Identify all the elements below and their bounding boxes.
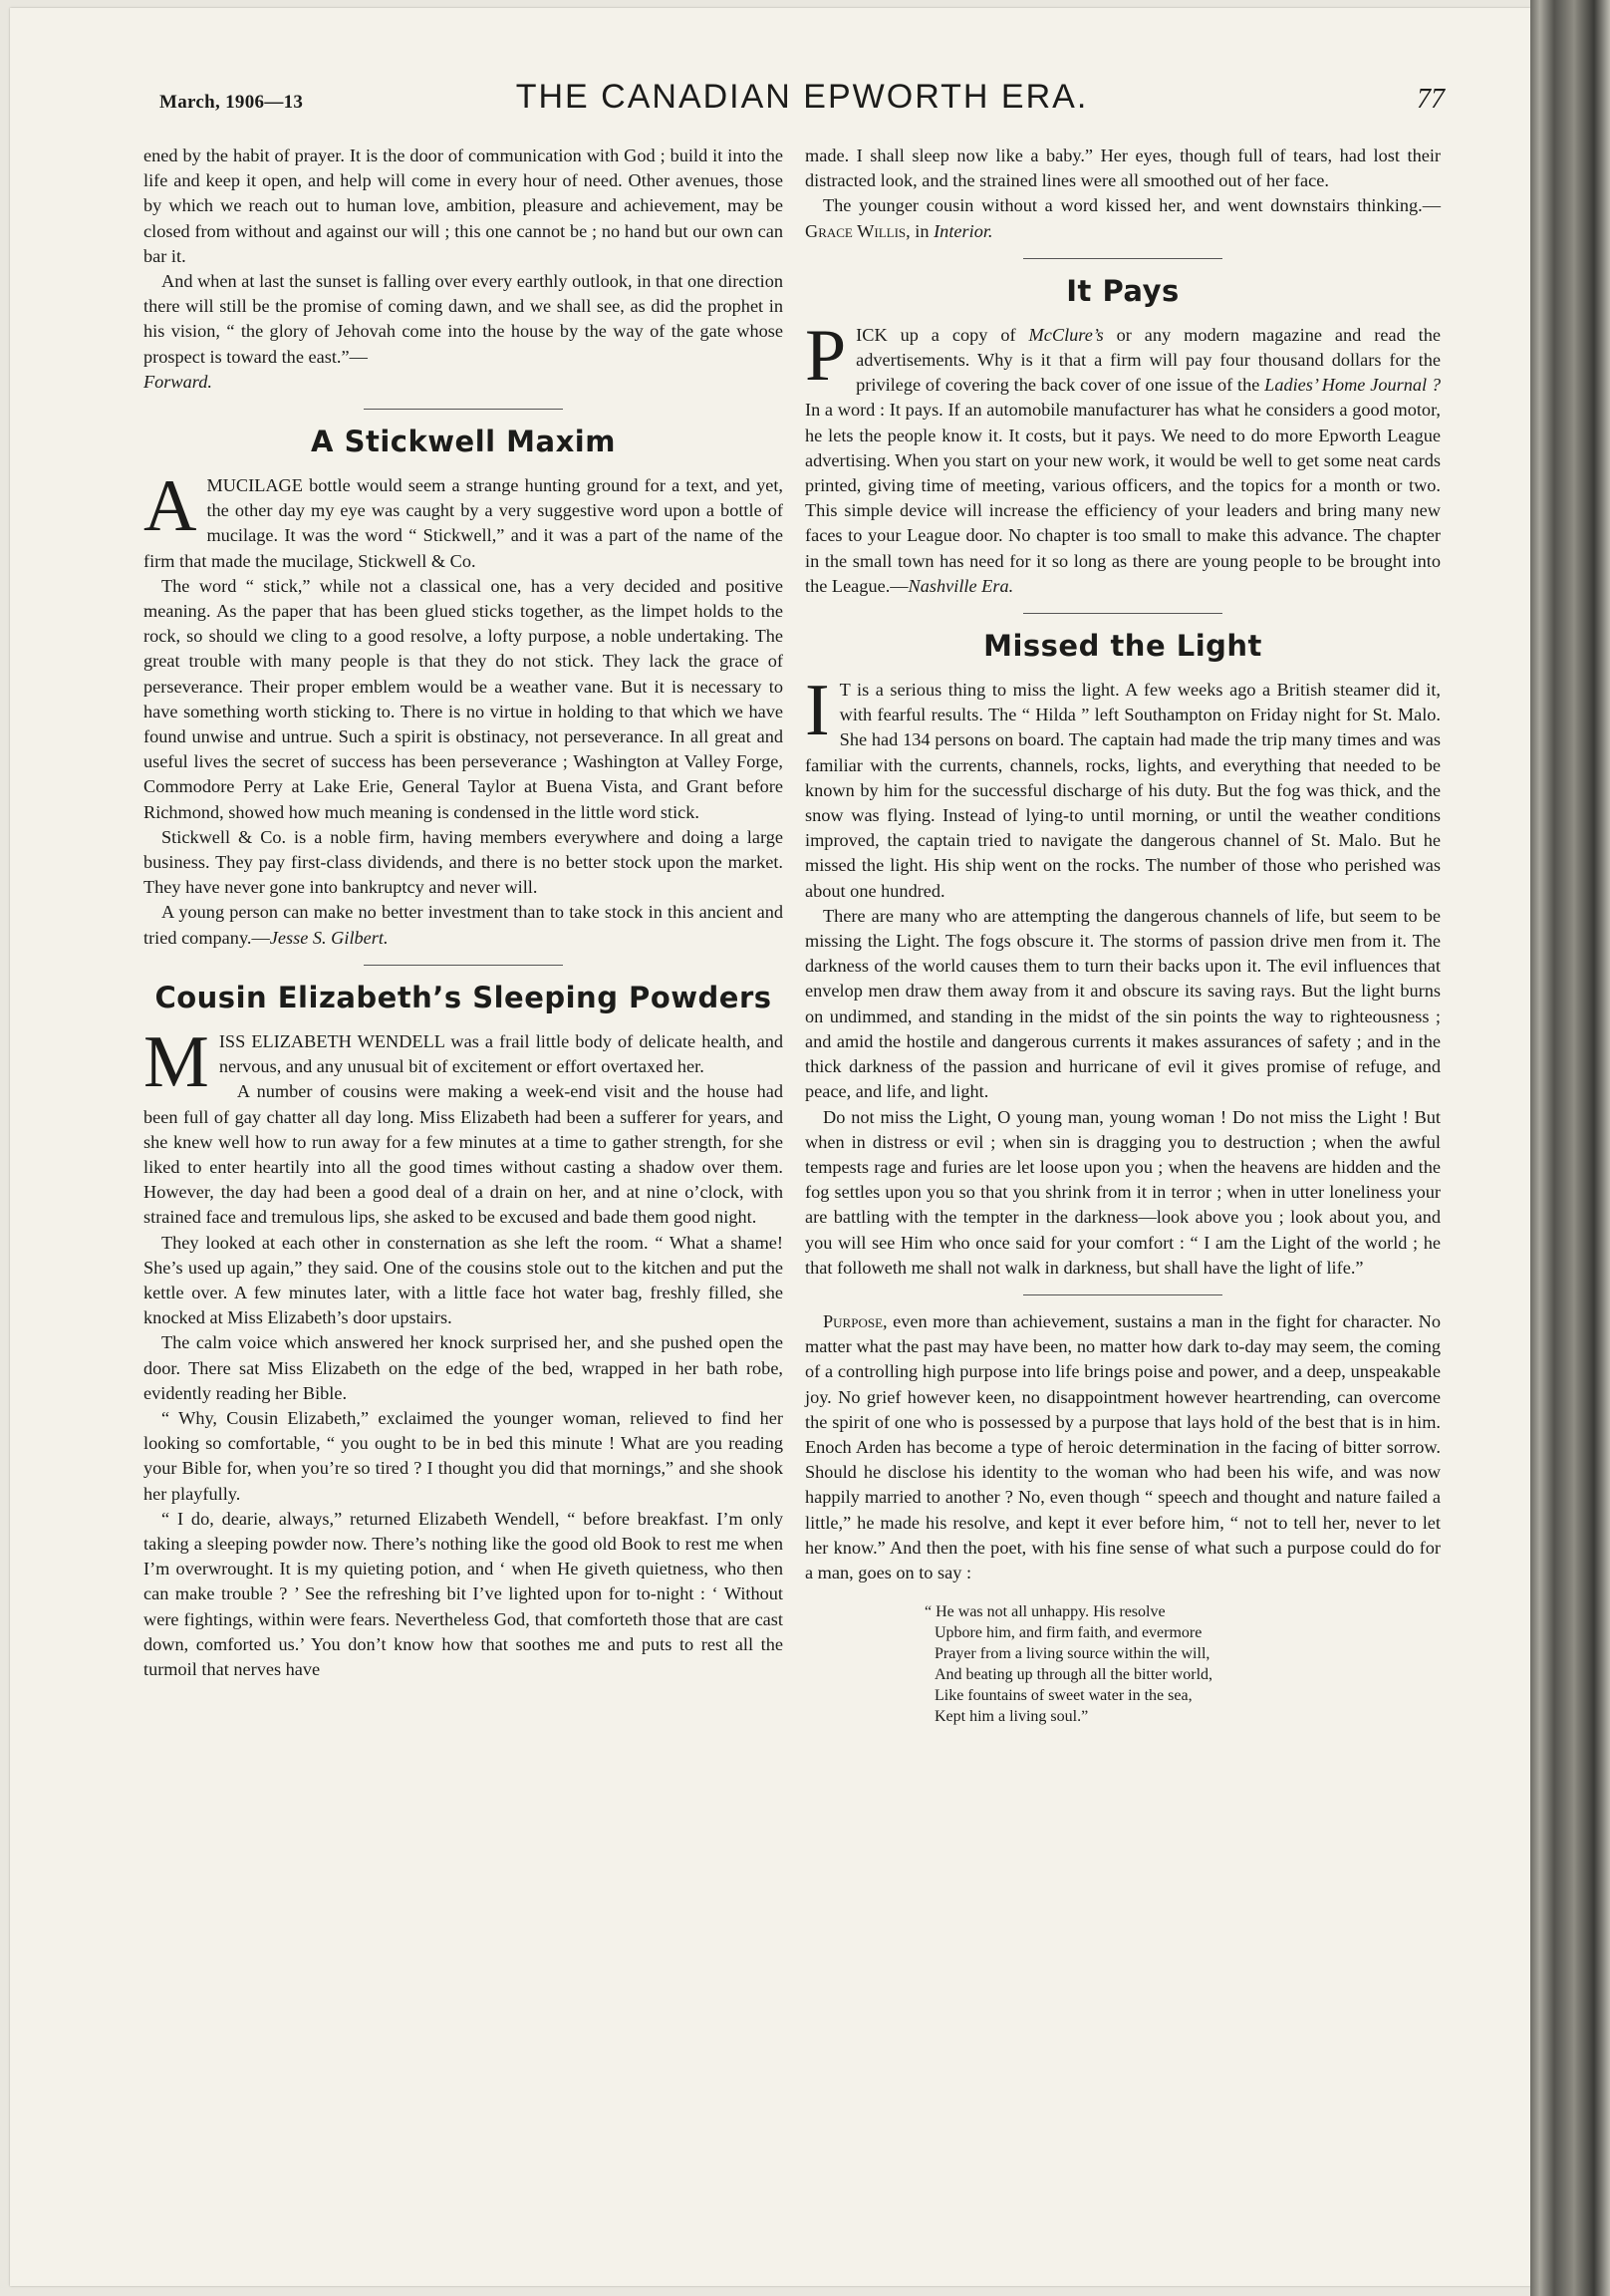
- article-title-cousin: Cousin Elizabeth’s Sleeping Powders: [154, 980, 772, 1014]
- article-title-light: Missed the Light: [983, 629, 1262, 664]
- magazine-name: Ladies’ Home Journal ?: [1264, 375, 1441, 396]
- article-paragraph: There are many who are attempting the dangerous channels of life, but seem to be missing the Light. The fogs obscure it. The storms of passion drive men from it. The darkness of the world causes them to turn their backs upon it. The evil influences that envelop men draw them away from it and obscure its saving rays. But the light burns on undimmed, and standing in the midst of the sin points the way to righteousness ; and amid the hostile and dangerous currents it makes assurances of safety ; and in the thick darkness of the passion and hurricane of evil it gives promise of refuge, and peace, and life, and light.: [805, 905, 1441, 1102]
- article-paragraph: [805, 670, 1441, 904]
- section-divider: [1023, 1294, 1222, 1295]
- drop-cap: I: [805, 670, 830, 752]
- article-source: Nashville Era.: [908, 575, 1014, 596]
- article-paragraph: made. I shall sleep now like a baby.” Her eyes, though full of tears, had lost their distracted look, and the strained lines were all smoothed out of her face.: [805, 145, 1441, 191]
- page-number: 77: [1417, 84, 1445, 115]
- paragraph-text: T is a serious thing to miss the light. A few weeks ago a British steamer did it, with fearful results. The “ Hilda ” left Southampton on Friday night for St. Malo. She had 134 persons on board. The captain had made the trip many times and was familiar with the currents, channels, rocks, lights, and everything that needed to be known by him for the successful discharge of his duty. But the fog was thick, and the snow was flying. Instead of lying-to until morning, or until the weather conditions improved, the captain tried to navigate the dangerous channel of St. Malo. But he missed the light. His ship went on the rocks. The number of those who perished was about one hundred.: [805, 680, 1441, 901]
- magazine-page: [10, 8, 1530, 2286]
- poem-line: Kept him a living soul.”: [935, 1708, 1089, 1726]
- section-divider: [1023, 613, 1222, 614]
- intro-text: And when at last the sunset is falling over every earthly outlook, in that one direction there will still be the promise of coming dawn, and we shall see, as did the prophet in his vision, “ the glory of Jehovah come into the house by the way of the gate whose prospect is toward the east.”—: [143, 271, 783, 367]
- paragraph-text: A young person can make no better investment than to take stock in this ancient and tried company.—: [143, 902, 783, 948]
- right-column: [805, 144, 1441, 1727]
- section-divider: [364, 409, 563, 410]
- paragraph-text: or any modern magazine and read the advertisements. Why is it that a firm will pay four thousand dollars for the privilege of covering the back cover of one issue of the: [856, 324, 1441, 396]
- paragraph-text: ISS ELIZABETH WENDELL was a frail little body of delicate health, and nervous, and any unusual bit of excitement or effort overtaxed her.: [218, 1030, 783, 1077]
- page-header: [159, 78, 1445, 128]
- article-paragraph: A number of cousins were making a week-end visit and the house had been full of gay chatter all day long. Miss Elizabeth had been a sufferer for years, and she knew well how to run away for a few minutes at a time to gather strength, for she liked to enter heartily into all the good times without casting a shadow over them. However, the day had been a good deal of a drain on her, and at nine o’clock, with strained face and tremulous lips, she asked to be excused and bade them good night.: [143, 1081, 783, 1228]
- article-author: Grace Willis,: [805, 220, 911, 241]
- intro-paragraph: ened by the habit of prayer. It is the door of communication with God ; build it into the life and keep it open, and help will come in every hour of need. Other avenues, those by which we reach out to human love, ambition, pleasure and achievement, may be closed from without and against our will ; this one cannot be ; no hand but our own can bar it.: [143, 145, 783, 266]
- paragraph-text: MUCILAGE bottle would seem a strange hunting ground for a text, and yet, the other day my eye was caught by a very suggestive word upon a bottle of mucilage. It was the word “ Stickwell,” and it was a part of the name of the firm that made the mucilage, Stickwell & Co.: [143, 475, 783, 571]
- poem-line: “ He was not all unhappy. His resolve: [925, 1603, 1166, 1621]
- intro-paragraph: [143, 269, 783, 395]
- article-paragraph: [143, 900, 783, 950]
- article-paragraph: [143, 1020, 783, 1103]
- book-spine: [1530, 0, 1610, 2296]
- poem-line: And beating up through all the bitter world,: [935, 1666, 1213, 1684]
- article-paragraph: The word “ stick,” while not a classical one, has a very decided and positive meaning. As the paper that has been glued sticks together, as the limpet holds to the rock, so should we cling to a good resolve, a lofty purpose, a noble undertaking. The great trouble with many people is that they do not stick. They lack the grace of perseverance. Their proper emblem would be a weather vane. But it is necessary to have something worth sticking to. There is no virtue in holding to that which we have found unwise and untrue. Such a spirit is obstinacy, not perseverance. In all great and useful lives the secret of success has been perseverance ; Washington at Valley Forge, Commodore Perry at Lake Erie, General Taylor at Buena Vista, and Grant before Richmond, showed how much meaning is condensed in the little word stick.: [143, 575, 783, 822]
- paragraph-text: even more than achievement, sustains a man in the fight for character. No matter what the past may have been, no matter how dark to-day may seem, the coming of a controlling high purpose into life brings poise and power, and a deep, unspeakable joy. No grief however keen, no disappointment however heartrending, can overcome the spirit of one who is possessed by a purpose that lays hold of the best that is in him. Enoch Arden has become a type of heroic determination in the facing of bitter sorrow. Should he disclose his identity to the woman who had been his wife, and was now happily married to another ? No, even though “ speech and thought and nature failed a little,” he made his resolve, and kept it ever before him, “ not to tell her, never to let her know.” And then the poet, with his fine sense of what such a purpose could do for a man, goes on to say :: [805, 1310, 1441, 1582]
- article-paragraph: Stickwell & Co. is a noble firm, having members everywhere and doing a large business. They pay first-class dividends, and there is no better stock upon the market. They have never gone into bankruptcy and never will.: [143, 826, 783, 898]
- drop-cap: A: [143, 465, 197, 548]
- magazine-title: THE CANADIAN EPWORTH ERA.: [515, 78, 1089, 116]
- article-title-stickwell: A Stickwell Maxim: [311, 425, 616, 459]
- article-paragraph: Do not miss the Light, O young man, young woman ! Do not miss the Light ! But when in distress or evil ; when sin is dragging you to destruction ; when the awful tempests rage and furies are let loose upon you ; when the heavens are hidden and the fog settles upon you so that you shrink from it in terror ; when in utter loneliness your are battling with the tempter in the darkness—look above you ; look about you, and you will see Him who once said for your comfort : “ I am the Light of the world ; he that followeth me shall not walk in darkness, but shall have the light of life.”: [805, 1106, 1441, 1278]
- paragraph-text: ICK up a copy of: [856, 324, 1029, 345]
- article-source: Jesse S. Gilbert.: [269, 927, 389, 948]
- drop-cap: P: [805, 314, 847, 397]
- poem-line: Prayer from a living source within the will,: [935, 1645, 1210, 1663]
- magazine-name: McClure’s: [1028, 324, 1104, 345]
- paragraph-text: The younger cousin without a word kissed her, and went downstairs thinking.—: [823, 195, 1441, 216]
- paragraph-text: In a word : It pays. If an automobile manufacturer has what he considers a good motor, he lets the people know it. It costs, but it pays. We need to do more Epworth League advertising. When you start on your new work, it would be well to get some neat cards printed, giving time of meeting, various officers, and the topics for a month or two. This simple device will increase the efficiency of your leaders and bring many new faces to your League door. No chapter is too small to make this advance. The chapter in the small town has need for it so long as there are young people to be brought into the League.—: [805, 400, 1441, 596]
- section-divider: [364, 965, 563, 966]
- article-paragraph: [143, 465, 783, 574]
- article-paragraph: [805, 314, 1441, 599]
- intro-source: Forward.: [143, 371, 212, 392]
- article-paragraph: They looked at each other in consternation as she left the room. “ What a shame! She’s used up again,” they said. One of the cousins stole out to the kitchen and put the kettle over. A few minutes later, with a little face hot water bag, freshly filled, she knocked at Miss Elizabeth’s door upstairs.: [143, 1232, 783, 1328]
- issue-date: March, 1906—13: [159, 92, 304, 113]
- section-divider: [1023, 258, 1222, 259]
- article-title-pays: It Pays: [1066, 273, 1180, 308]
- drop-cap: M: [143, 1020, 209, 1103]
- article-paragraph: [805, 1309, 1441, 1585]
- article-paragraph: “ I do, dearie, always,” returned Elizabeth Wendell, “ before breakfast. I’m only taking a sleeping powder now. There’s nothing like the good old Book to rest me when I’m overwrought. It is my quieting potion, and ‘ when He giveth quietness, who then can make trouble ? ’ See the refreshing bit I’ve lighted upon for to-night : ‘ Without were fightings, within were fears. Nevertheless God, that comforteth those that are cast down, comforted us.’ You don’t know how that soothes me and puts to rest all the turmoil that nerves have: [143, 1508, 783, 1679]
- article-paragraph: [805, 193, 1441, 243]
- article-publication: Interior.: [934, 220, 993, 241]
- poem-quote: [925, 1601, 1441, 1727]
- left-column: [143, 144, 783, 1682]
- paragraph-text: in: [910, 220, 935, 241]
- poem-line: Upbore him, and firm faith, and evermore: [935, 1624, 1203, 1642]
- poem-line: Like fountains of sweet water in the sea,: [935, 1687, 1193, 1705]
- article-paragraph: The calm voice which answered her knock surprised her, and she pushed open the door. There sat Miss Elizabeth on the edge of the bed, wrapped in her bath robe, evidently reading her Bible.: [143, 1332, 783, 1403]
- article-paragraph: “ Why, Cousin Elizabeth,” exclaimed the younger woman, relieved to find her looking so comfortable, “ you ought to be in bed this minute ! What are you reading your Bible for, when you’re so tired ? I thought you did that mornings,” and she shook her playfully.: [143, 1407, 783, 1504]
- lead-word: Purpose,: [823, 1310, 888, 1331]
